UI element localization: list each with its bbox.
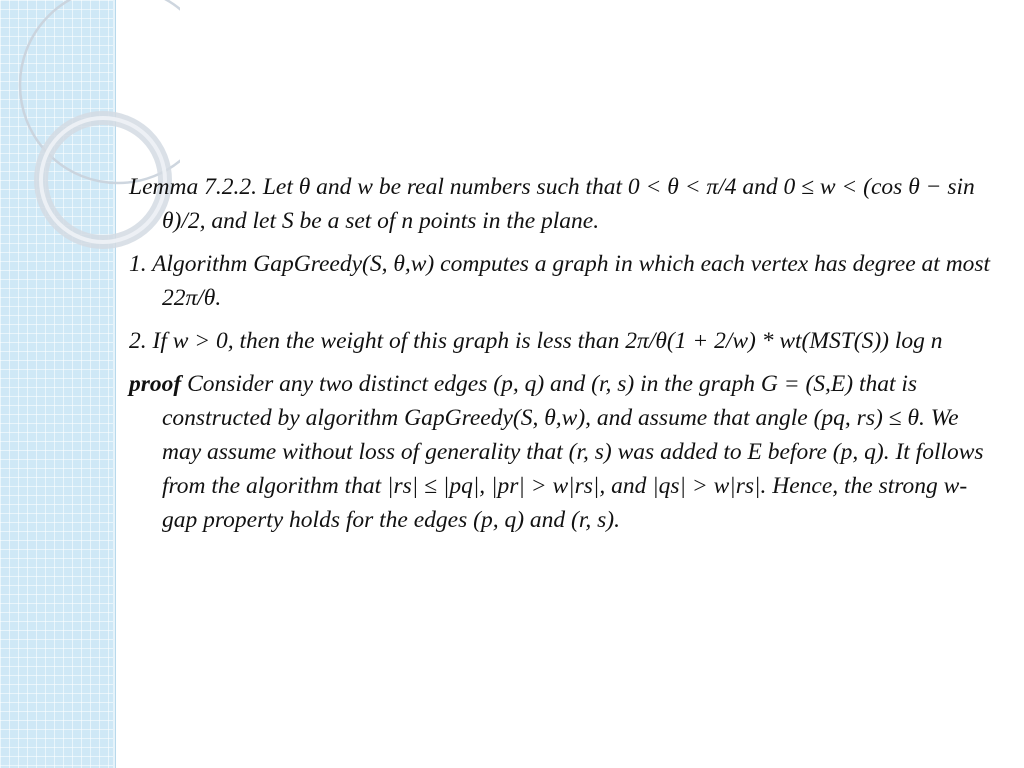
- slide-body: [129, 170, 995, 546]
- proof-text: Consider any two distinct edges (p, q) and (r, s) in the graph G = (S,E) that is constructed by algorithm GapGreedy(S, θ,w), and assume that angle (pq, rs) ≤ θ. We may assume without loss of generality that (r, s) was added to E before (p, q). It follows from the algorithm that |rs| ≤ |pq|, |pr| > w|rs|, and |qs| > w|rs|. Hence, the strong w-gap property holds for the edges (p, q) and (r, s).: [162, 371, 984, 533]
- side-band-edge: [115, 0, 116, 768]
- proof-paragraph: [129, 367, 995, 537]
- proof-label: proof: [129, 371, 182, 397]
- lemma-statement: Lemma 7.2.2. Let θ and w be real numbers such that 0 < θ < π/4 and 0 ≤ w < (cos θ − sin θ)/2, and let S be a set of n points in the plane.: [129, 174, 975, 234]
- decorative-side-band: [0, 0, 116, 768]
- lemma-item-2: 2. If w > 0, then the weight of this graph is less than 2π/θ(1 + 2/w) * wt(MST(S)) log n: [129, 328, 943, 354]
- lemma-item-1: 1. Algorithm GapGreedy(S, θ,w) computes a graph in which each vertex has degree at most 22π/θ.: [129, 251, 991, 311]
